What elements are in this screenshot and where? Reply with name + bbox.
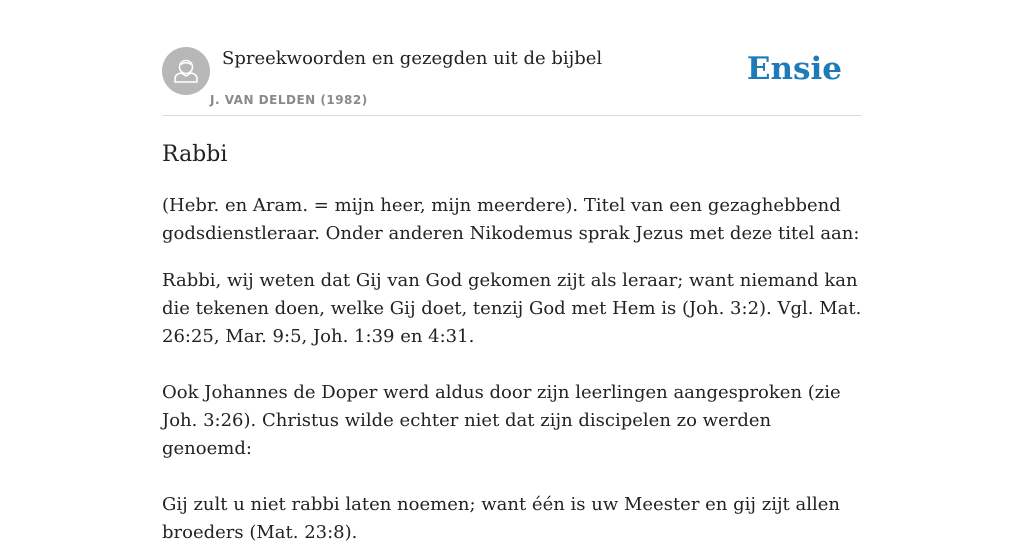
source-title[interactable]: Spreekwoorden en gezegden uit de bijbel [222,48,603,69]
paragraph: Ook Johannes de Doper werd aldus door zijn leerlingen aangesproken (zie Joh. 3:26). Christus wilde echter niet dat zijn discipelen zo werden genoemd: [162,382,841,459]
entry-body [162,192,862,547]
avatar[interactable] [162,47,210,95]
paragraph: Rabbi, wij weten dat Gij van God gekomen zijt als leraar; want niemand kan die tekenen doen, welke Gij doet, tenzij God met Hem is (Joh. 3:2). Vgl. Mat. 26:25, Mar. 9:5, Joh. 1:39 en 4:31. [162,270,862,347]
paragraph: (Hebr. en Aram. = mijn heer, mijn meerdere). Titel van een gezaghebbend godsdienstleraar. Onder anderen Nikodemus sprak Jezus met deze titel aan: [162,195,860,244]
ensie-logo[interactable]: Ensie [746,51,842,87]
paragraph: Gij zult u niet rabbi laten noemen; want één is uw Meester en gij zijt allen broeders (Mat. 23:8). [162,494,840,543]
document-page [162,0,862,547]
source-header [162,47,862,116]
entry-title: Rabbi [162,142,228,167]
user-icon [162,47,210,95]
author-label[interactable]: J. VAN DELDEN (1982) [210,93,368,107]
